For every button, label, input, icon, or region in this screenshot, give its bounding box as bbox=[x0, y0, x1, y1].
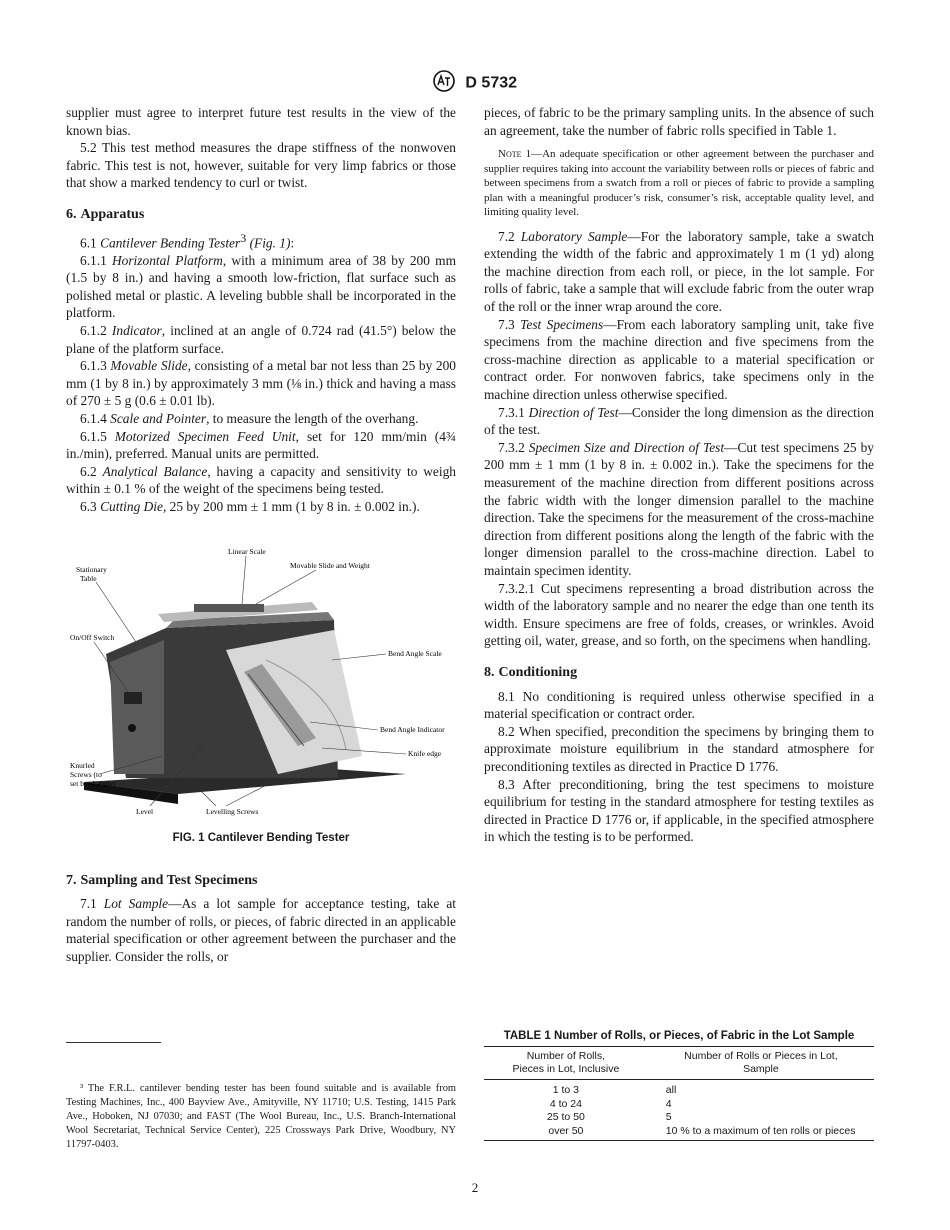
label-stationary-1: Stationary bbox=[76, 564, 107, 574]
paragraph-6-1-4: 6.1.4 Scale and Pointer, to measure the length of the overhang. bbox=[80, 410, 419, 426]
label-knurled-1: Knurled bbox=[70, 760, 95, 770]
section-heading-7: 7. Sampling and Test Specimens bbox=[66, 872, 258, 888]
table-title: TABLE 1 Number of Rolls, or Pieces, of Fabric in the Lot Sample bbox=[503, 1030, 855, 1042]
label-knurled-3: set bend angle) bbox=[70, 778, 116, 788]
table-1 bbox=[484, 1030, 874, 1141]
paragraph-8-3: 8.3 After preconditioning, bring the test specimens to moisture equilibrium for testing in the standard atmosphere for testing textiles as directed in Practice D 1776 or, if applicable, in the specified atmosphere in which the testing is to be performed. bbox=[484, 776, 874, 845]
paragraph-6-1-5: 6.1.5 Motorized Specimen Feed Unit, set for 120 mm/min (4¾ in./min), preferred. Manual units are permitted. bbox=[66, 428, 456, 462]
paragraph-continued-right: pieces, of fabric to be the primary sampling units. In the absence of such an agreement, take the number of fabric rolls specified in Table 1. bbox=[484, 105, 874, 138]
left-column bbox=[66, 104, 456, 966]
label-onoff-switch: On/Off Switch bbox=[70, 632, 115, 642]
paragraph-5-2: 5.2 This test method measures the drape stiffness of the nonwoven fabric. This test is not, however, suitable for very limp fabrics or those that show a marked tendency to curl or twist. bbox=[66, 140, 456, 191]
paragraph-6-1-1: 6.1.1 Horizontal Platform, with a minimum area of 38 by 200 mm (1.5 by 8 in.) and having a smooth low-friction, flat surface such as polished metal or plastic. A leveling bubble shall be incorporated in the platform. bbox=[66, 252, 456, 321]
paragraph-6-1-2: 6.1.2 Indicator, inclined at an angle of 0.724 rad (41.5°) below the plane of the platform surface. bbox=[66, 323, 456, 356]
table-row: 25 to 50 5 bbox=[546, 1111, 672, 1123]
label-levelling-screws: Levelling Screws bbox=[206, 806, 259, 816]
section-heading-8: 8. Conditioning bbox=[484, 664, 578, 680]
label-bend-angle-indicator: Bend Angle Indicator bbox=[380, 724, 445, 734]
note-1: Note 1—An adequate specification or other agreement between the purchaser and supplier requires taking into account the variability between rolls or pieces of fabric and between specimens from a swatch from a roll or pieces of fabric to provide a sampling plan with a meaningful producer’s risk, consumer’s risk, acceptable quality level, and limiting quality level. bbox=[484, 148, 874, 219]
page-number: 2 bbox=[471, 1180, 479, 1195]
astm-logo-icon bbox=[433, 70, 455, 97]
figure-caption: FIG. 1 Cantilever Bending Tester bbox=[172, 831, 350, 844]
table-header-col1: Number of Rolls, Pieces in Lot, Inclusive bbox=[484, 1047, 648, 1080]
label-knife-edge: Knife edge bbox=[408, 748, 442, 758]
footnote-3: ³ The F.R.L. cantilever bending tester has been found suitable and is available from Testing Machines, Inc., 400 Bayview Ave., Amityville, NY 11710; U.S. Testing, 1415 Park Ave., Hoboken, NJ 07030; and FAST (The Wool Bureau, Inc., U.S. Branch-International Wool Secretariat, Technical Service Center), 225 Crossways Park Drive, Woodbury, NY 11797-0403. bbox=[66, 1083, 456, 1150]
paragraph-8-2: 8.2 When specified, precondition the specimens by bringing them to approximate moisture equilibrium in the standard atmosphere for preconditioning textiles as directed in Practice D 1776. bbox=[484, 723, 874, 774]
label-bend-angle-scale: Bend Angle Scale bbox=[388, 648, 442, 658]
paragraph-continued: supplier must agree to interpret future test results in the view of the known bias. bbox=[66, 105, 456, 138]
paragraph-6-1-3: 6.1.3 Movable Slide, consisting of a metal bar not less than 25 by 200 mm (1 by 8 in.) by approximately 3 mm (⅛ in.) thick and having a mass of 270 ± 5 g (0.6 ± 0.01 lb). bbox=[66, 358, 456, 409]
table-row: 1 to 3 all bbox=[552, 1084, 677, 1096]
paragraph-6-2: 6.2 Analytical Balance, having a capacity and sensitivity to weigh within ± 0.1 % of the weight of the specimens being tested. bbox=[66, 463, 456, 497]
table-row: over 50 10 % to a maximum of ten rolls or pieces bbox=[484, 1125, 874, 1141]
paragraph-7-3: 7.3 Test Specimens—From each laboratory sampling unit, take five specimens from the machine direction and five specimens from the cross-machine direction as applicable to a material specification or contract order. For nonwoven fabrics, take specimens only in the machine direction unless otherwise specified. bbox=[484, 316, 874, 403]
right-column bbox=[484, 104, 874, 846]
section-heading-6: 6. Apparatus bbox=[66, 206, 145, 222]
paragraph-7-3-2: 7.3.2 Specimen Size and Direction of Test—Cut test specimens 25 by 200 mm ± 1 mm (1 by 8 in. ± 0.002 in.). Take the specimens for the measurement of the machine direction from different positions across the fabric width with the longer dimension parallel to the machine direction. Take the specimens for the measurement of the cross-machine direction from different positions along the length of the fabric with the longer dimension parallel to the cross-machine direction. Label to maintain specimen identity. bbox=[484, 439, 874, 578]
lot-sample-table bbox=[484, 1046, 874, 1141]
paragraph-8-1: 8.1 No conditioning is required unless otherwise specified in a material specification or contract order. bbox=[484, 688, 874, 722]
figure-1 bbox=[66, 542, 456, 842]
paragraph-7-3-1: 7.3.1 Direction of Test—Consider the long dimension as the direction of the test. bbox=[484, 404, 874, 438]
paragraph-7-1: 7.1 Lot Sample—As a lot sample for acceptance testing, take at random the number of rolls, or pieces, of fabric directed in an applicable material specification or other agreement between the purchaser and the supplier. Consider the rolls, or bbox=[66, 896, 456, 964]
document-number: D 5732 bbox=[465, 74, 518, 92]
paragraph-7-3-2-1: 7.3.2.1 Cut specimens representing a broad distribution across the width of the laboratory sample and no nearer the edge than one tenth its width. Ensure specimens are free of folds, creases, or wrinkles. Avoid getting oil, water, grease, and so forth, on the specimens when handling. bbox=[484, 580, 874, 649]
table-row: 4 to 24 4 bbox=[549, 1097, 672, 1110]
label-level: Level bbox=[136, 806, 154, 816]
label-linear-scale: Linear Scale bbox=[228, 546, 266, 556]
label-movable-slide: Movable Slide and Weight bbox=[290, 560, 370, 570]
footnote-divider bbox=[66, 1042, 161, 1043]
label-knurled-2: Screws (to bbox=[70, 769, 102, 779]
page-header bbox=[0, 70, 950, 97]
paragraph-6-3: 6.3 Cutting Die, 25 by 200 mm ± 1 mm (1 by 8 in. ± 0.002 in.). bbox=[80, 498, 420, 514]
paragraph-7-2: 7.2 Laboratory Sample—For the laboratory sample, take a swatch extending the width of the fabric and approximately 1 m (1 yd) along the machine direction from each roll, or piece, in the lot sample. For rolls of fabric, take a sample that will exclude fabric from the outer wrap of the roll or the inner wrap around the core. bbox=[484, 228, 874, 315]
cantilever-tester-illustration bbox=[66, 542, 456, 832]
label-stationary-2: Table bbox=[80, 573, 97, 583]
table-header-col2: Number of Rolls or Pieces in Lot, Sample bbox=[648, 1047, 874, 1080]
paragraph-6-1: 6.1 Cantilever Bending Tester$^3$ (Fig. 1): bbox=[80, 230, 295, 251]
